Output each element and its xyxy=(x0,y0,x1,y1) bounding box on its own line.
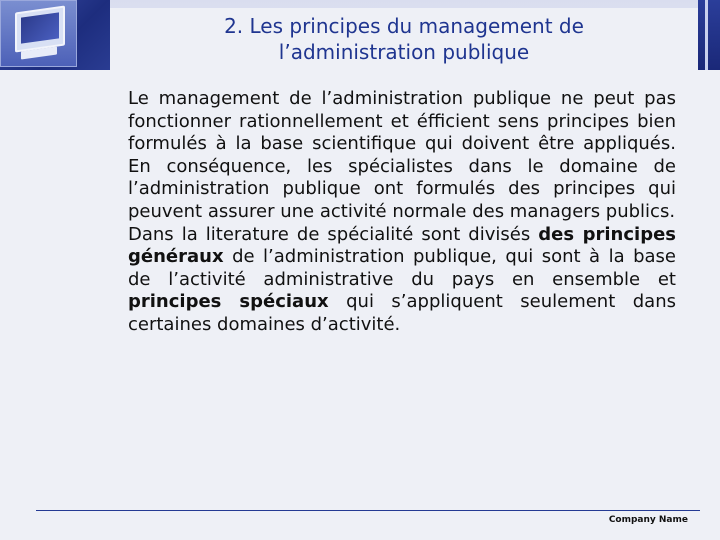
paragraph-2-part1: Dans la literature de spécialité sont divisés xyxy=(128,223,539,245)
paragraph-2-part2: de l’administration publique, qui sont à la base de l’activité administrative du pays en ensemble et xyxy=(128,246,676,290)
slide-title-line2: l’administration publique xyxy=(278,40,530,64)
paragraph-2-bold1: des principes généraux xyxy=(128,223,677,268)
footer-divider xyxy=(36,510,700,511)
logo-tile xyxy=(0,0,77,67)
monitor-screen xyxy=(21,12,59,43)
company-name: Company Name xyxy=(608,515,688,525)
computer-monitor-icon xyxy=(15,5,65,52)
slide-body xyxy=(86,88,676,337)
slide-title xyxy=(124,13,684,65)
paragraph-2 xyxy=(86,224,676,337)
paragraph-2-bold2: principes spéciaux xyxy=(128,291,329,313)
paragraph-1: Le management de l’administration publique ne peut pas fonctionner rationnellement et éfficient sens principes bien formulés à la base scientifique qui doivent être appliqués. En conséquence, les spécialistes dans le domaine de l’administration publique ont formulés des principes qui peuvent assurer une activité normale des managers publics. xyxy=(128,88,676,222)
header-right-decoration xyxy=(698,0,720,70)
title-box xyxy=(110,8,698,70)
paragraph-2-part3: qui s’appliquent seulement dans certaines domaines d’activité. xyxy=(128,291,676,335)
slide-title-line1: 2. Les principes du management de xyxy=(224,14,584,38)
header-right-line xyxy=(705,0,708,70)
